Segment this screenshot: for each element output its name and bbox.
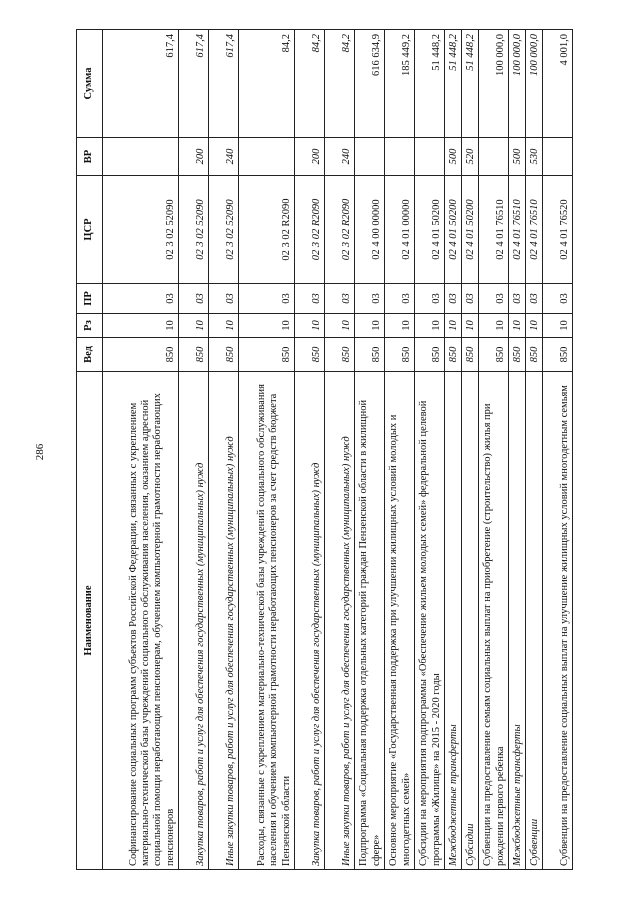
cell-rz: 10 [103, 314, 179, 338]
cell-vr: 200 [179, 138, 209, 176]
cell-csr: 02 4 01 76510 [479, 176, 509, 284]
cell-csr: 02 4 01 76510 [526, 176, 543, 284]
table-row [295, 30, 325, 870]
cell-pr: 03 [526, 284, 543, 314]
table-row [355, 30, 385, 870]
cell-pr: 03 [239, 284, 295, 314]
table-row [179, 30, 209, 870]
cell-rz: 10 [385, 314, 415, 338]
cell-name: Субвенции на предоставление семьям социальных выплат на приобретение (строительство) жилья при рождении первого ребенка [479, 372, 509, 870]
cell-pr: 03 [295, 284, 325, 314]
cell-rz: 10 [509, 314, 526, 338]
cell-name: Субвенции на предоставление социальных выплат на улучшение жилищных условий многодетным семьям [543, 372, 573, 870]
table-row [479, 30, 509, 870]
cell-name: Межбюджетные трансферты [445, 372, 462, 870]
cell-rz: 10 [295, 314, 325, 338]
cell-sum: 51 448,2 [415, 30, 445, 138]
table-row [385, 30, 415, 870]
cell-vr: 530 [526, 138, 543, 176]
cell-rz: 10 [209, 314, 239, 338]
cell-name: Субсидии [462, 372, 479, 870]
header-csr: ЦСР [77, 176, 103, 284]
header-sum: Сумма [77, 30, 103, 138]
cell-ved: 850 [209, 338, 239, 372]
cell-pr: 03 [415, 284, 445, 314]
cell-csr: 02 4 01 50200 [415, 176, 445, 284]
cell-pr: 03 [209, 284, 239, 314]
cell-vr: 240 [209, 138, 239, 176]
cell-sum: 84,2 [325, 30, 355, 138]
cell-name: Софинансирование социальных программ субъектов Российской Федерации, связанных с укреплением материально-технической базы учреждений социального обслуживания населения, оказанием адресной социальной помощи неработающим пенсионерам, обучением компьютерной грамотности неработающих пенсионеров [103, 372, 179, 870]
cell-pr: 03 [325, 284, 355, 314]
rotated-table-container [76, 30, 570, 870]
header-ved: Вед [77, 338, 103, 372]
cell-name: Субвенции [526, 372, 543, 870]
cell-vr [103, 138, 179, 176]
cell-ved: 850 [355, 338, 385, 372]
cell-sum: 617,4 [179, 30, 209, 138]
cell-pr: 03 [543, 284, 573, 314]
header-rz: Рз [77, 314, 103, 338]
cell-vr [355, 138, 385, 176]
cell-pr: 03 [179, 284, 209, 314]
cell-csr: 02 4 01 76520 [543, 176, 573, 284]
cell-ved: 850 [462, 338, 479, 372]
cell-ved: 850 [479, 338, 509, 372]
page-number: 286 [34, 443, 46, 461]
cell-csr: 02 4 01 50200 [445, 176, 462, 284]
cell-vr: 500 [509, 138, 526, 176]
cell-csr: 02 3 02 52090 [179, 176, 209, 284]
cell-rz: 10 [325, 314, 355, 338]
cell-csr: 02 3 02 52090 [209, 176, 239, 284]
cell-ved: 850 [179, 338, 209, 372]
cell-vr [385, 138, 415, 176]
cell-rz: 10 [355, 314, 385, 338]
cell-vr: 240 [325, 138, 355, 176]
cell-rz: 10 [239, 314, 295, 338]
cell-sum: 84,2 [239, 30, 295, 138]
cell-csr: 02 3 02 52090 [103, 176, 179, 284]
cell-pr: 03 [509, 284, 526, 314]
table-row [325, 30, 355, 870]
cell-pr: 03 [462, 284, 479, 314]
cell-ved: 850 [385, 338, 415, 372]
cell-pr: 03 [385, 284, 415, 314]
cell-sum: 617,4 [103, 30, 179, 138]
cell-sum: 616 634,9 [355, 30, 385, 138]
cell-csr: 02 3 02 R2090 [325, 176, 355, 284]
cell-ved: 850 [325, 338, 355, 372]
cell-rz: 10 [462, 314, 479, 338]
cell-sum: 100 000,0 [526, 30, 543, 138]
cell-pr: 03 [103, 284, 179, 314]
cell-name: Закупка товаров, работ и услуг для обеспечения государственных (муниципальных) нужд [295, 372, 325, 870]
header-pr: ПР [77, 284, 103, 314]
table-row [239, 30, 295, 870]
cell-rz: 10 [179, 314, 209, 338]
cell-name: Подпрограмма «Социальная поддержка отдельных категорий граждан Пензенской области в жилищной сфере» [355, 372, 385, 870]
table-row [209, 30, 239, 870]
cell-ved: 850 [103, 338, 179, 372]
header-name: Наименование [77, 372, 103, 870]
cell-vr [543, 138, 573, 176]
cell-vr: 200 [295, 138, 325, 176]
cell-sum: 51 448,2 [462, 30, 479, 138]
cell-pr: 03 [355, 284, 385, 314]
cell-csr: 02 4 00 00000 [355, 176, 385, 284]
cell-rz: 10 [526, 314, 543, 338]
table-row [103, 30, 179, 870]
cell-name: Закупка товаров, работ и услуг для обеспечения государственных (муниципальных) нужд [179, 372, 209, 870]
cell-rz: 10 [543, 314, 573, 338]
cell-sum: 100 000,0 [509, 30, 526, 138]
cell-name: Иные закупки товаров, работ и услуг для обеспечения государственных (муниципальных) нужд [209, 372, 239, 870]
cell-vr [415, 138, 445, 176]
cell-rz: 10 [479, 314, 509, 338]
header-vr: ВР [77, 138, 103, 176]
cell-ved: 850 [509, 338, 526, 372]
cell-vr: 520 [462, 138, 479, 176]
cell-csr: 02 4 01 00000 [385, 176, 415, 284]
table-header-row [77, 30, 103, 870]
cell-ved: 850 [239, 338, 295, 372]
cell-name: Иные закупки товаров, работ и услуг для обеспечения государственных (муниципальных) нужд [325, 372, 355, 870]
cell-rz: 10 [415, 314, 445, 338]
table-row [509, 30, 526, 870]
budget-table [76, 29, 573, 870]
table-row [543, 30, 573, 870]
cell-sum: 51 448,2 [445, 30, 462, 138]
cell-ved: 850 [415, 338, 445, 372]
cell-pr: 03 [445, 284, 462, 314]
cell-rz: 10 [445, 314, 462, 338]
cell-csr: 02 3 02 R2090 [239, 176, 295, 284]
cell-csr: 02 3 02 R2090 [295, 176, 325, 284]
cell-sum: 185 449,2 [385, 30, 415, 138]
cell-name: Межбюджетные трансферты [509, 372, 526, 870]
cell-name: Основное мероприятие «Государственная поддержка при улучшении жилищных условий молодых и многодетных семей» [385, 372, 415, 870]
cell-csr: 02 4 01 50200 [462, 176, 479, 284]
cell-vr: 500 [445, 138, 462, 176]
table-row [526, 30, 543, 870]
cell-vr [239, 138, 295, 176]
cell-ved: 850 [543, 338, 573, 372]
cell-name: Субсидии на мероприятия подпрограммы «Обеспечение жильем молодых семей» федеральной целевой программы «Жилище» на 2015 - 2020 годы [415, 372, 445, 870]
cell-csr: 02 4 01 76510 [509, 176, 526, 284]
table-row [445, 30, 462, 870]
cell-name: Расходы, связанные с укреплением материально-технической базы учреждений социального обслуживания населения и обучением компьютерной грамотности неработающих пенсионеров за счет средств бюджета Пензенской области [239, 372, 295, 870]
cell-ved: 850 [445, 338, 462, 372]
table-row [462, 30, 479, 870]
cell-pr: 03 [479, 284, 509, 314]
cell-sum: 617,4 [209, 30, 239, 138]
cell-vr [479, 138, 509, 176]
cell-sum: 84,2 [295, 30, 325, 138]
table-row [415, 30, 445, 870]
cell-sum: 100 000,0 [479, 30, 509, 138]
cell-sum: 4 001,0 [543, 30, 573, 138]
cell-ved: 850 [295, 338, 325, 372]
cell-ved: 850 [526, 338, 543, 372]
